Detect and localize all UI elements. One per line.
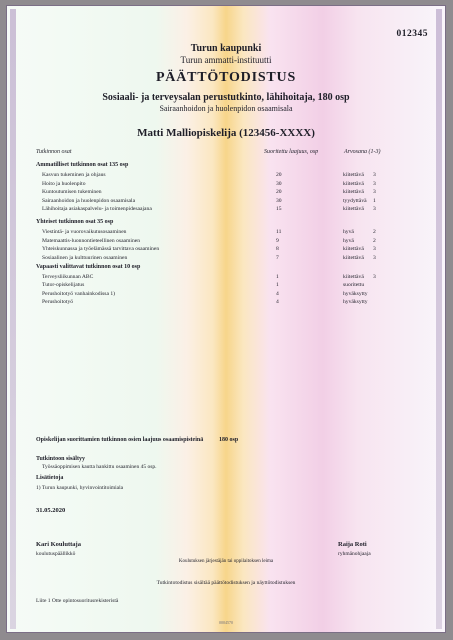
column-header-grade: Arvosana (1-3) xyxy=(344,149,381,155)
serial-number: 012345 xyxy=(396,29,428,39)
table-row: Matemaattis-luonnontieteellinen osaaminen 9 hyvä 2 xyxy=(42,237,376,244)
form-code: 0004570 xyxy=(219,620,233,625)
table-row: Terveysliikunnan ABC 1 kiitettävä 3 xyxy=(42,273,376,280)
section-title: Yhteiset tutkinnon osat 35 osp xyxy=(36,219,114,225)
certificate-sheet xyxy=(6,5,446,633)
footer-note: Tutkintotodistus sisältää päättötodistuksen ja näyttötodistuksen xyxy=(156,580,296,586)
table-row: Perushoitotyö vanhainkodissa 1) 4 hyväksytty xyxy=(42,290,368,297)
signature-left xyxy=(36,541,81,557)
document-title: PÄÄTTÖTODISTUS xyxy=(155,70,297,85)
table-row: Kasvun tukeminen ja ohjaus 20 kiitettävä 3 xyxy=(42,172,376,178)
competence-area: Sairaanhoidon ja huolenpidon osaamisala xyxy=(159,104,293,113)
table-row: Lähihoitaja asiakaspalvelu- ja toimenpidesaajana 15 kiitettävä 3 xyxy=(42,206,376,212)
included-label: Tutkintoon sisältyy xyxy=(36,456,85,462)
signer-title: ryhmänohjaaja xyxy=(338,551,371,557)
additional-info-label: Lisätietoja xyxy=(36,475,64,481)
section-title: Vapaasti valittavat tutkinnon osat 10 osp xyxy=(36,264,141,270)
signer-name: Kari Kouluttaja xyxy=(36,541,81,548)
table-row: Yhteiskunnassa ja työelämässä tarvittava osaaminen 8 kiitettävä 3 xyxy=(42,246,376,252)
issue-date: 31.05.2020 xyxy=(36,507,66,514)
total-scope-value: 180 osp xyxy=(219,437,239,443)
column-header-scope: Suoritettu laajuus, osp xyxy=(264,149,319,155)
student-name: Matti Malliopiskelija (123456-XXXX) xyxy=(137,127,315,139)
table-row: Hoito ja huolenpito 30 kiitettävä 3 xyxy=(42,180,376,187)
table-row: Viestintä- ja vuorovaikutusosaaminen 11 hyvä 2 xyxy=(42,229,376,235)
table-row: Sosiaalinen ja kulttuurinen osaaminen 7 kiitettävä 3 xyxy=(42,254,376,261)
column-header-parts: Tutkinnon osat xyxy=(36,149,72,155)
signer-title: koulutuspäällikkö xyxy=(36,551,76,557)
institute: Turun ammatti-instituutti xyxy=(180,55,272,65)
table-row: Perushoitotyö 4 hyväksytty xyxy=(42,299,368,305)
included-text: Työssäoppimisen kautta hankittu osaaminen 45 osp. xyxy=(42,464,157,470)
table-row: Tutor-opiskelijatus 1 suoritettu xyxy=(42,282,365,288)
municipality: Turun kaupunki xyxy=(190,43,262,54)
signer-name: Raija Roti xyxy=(338,541,367,548)
total-scope xyxy=(36,437,239,443)
section-title: Ammatilliset tutkinnon osat 135 osp xyxy=(36,162,129,168)
table-row: Kuntoutumisen tukeminen 20 kiitettävä 3 xyxy=(42,189,376,195)
signature-right xyxy=(338,541,371,557)
stamp-note: Koulutuksen järjestäjän tai oppilaitoksen leima xyxy=(178,559,274,564)
degree-title: Sosiaali- ja terveysalan perustutkinto, lähihoitaja, 180 osp xyxy=(102,92,350,103)
attachment-note: Liite 1 Otte opintosuoritusrekisteristä xyxy=(36,598,119,604)
additional-info-text: 1) Turun kaupunki, hyvinvointitoimiala xyxy=(36,485,124,491)
table-row: Sairaanhoidon ja huolenpidon osaamisala 30 tyydyttävä 1 xyxy=(42,197,376,204)
total-scope-label: Opiskelijan suorittamien tutkinnon osien laajuus osaamispisteinä xyxy=(36,437,204,443)
